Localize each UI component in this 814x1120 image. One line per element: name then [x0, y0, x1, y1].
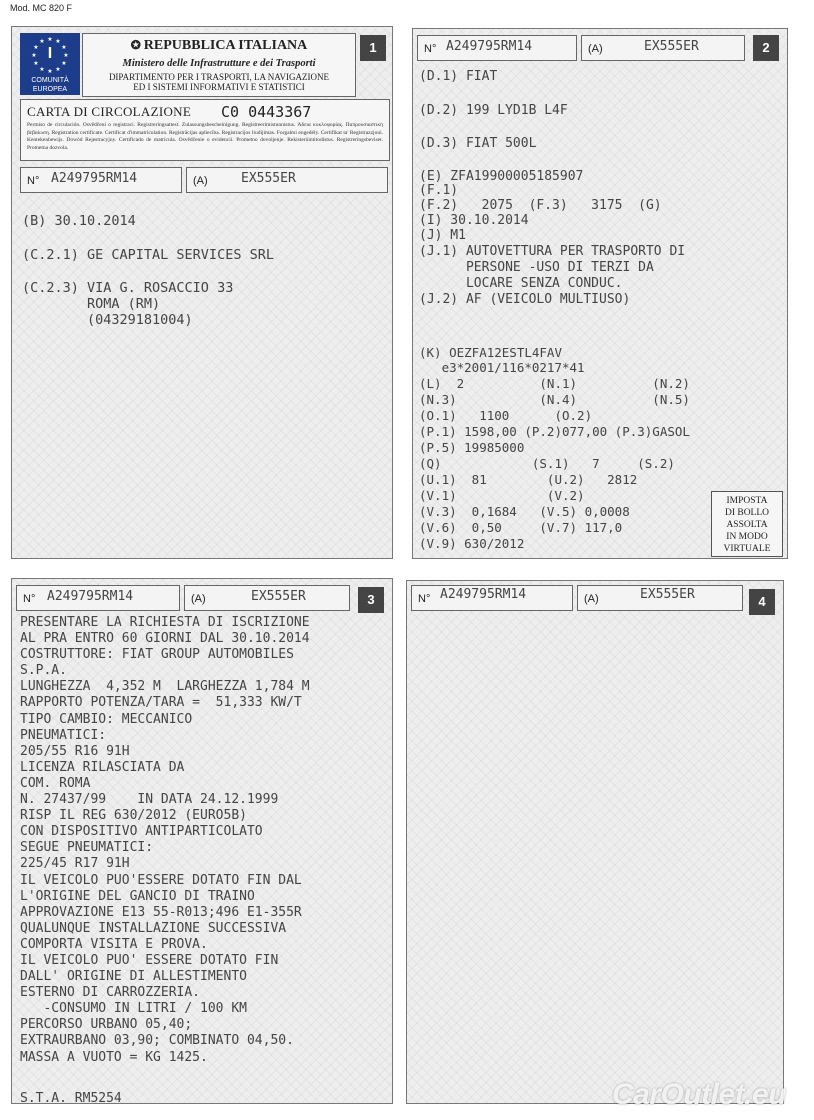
card-title-box — [20, 99, 390, 161]
holder-city: ROMA (RM) — [22, 296, 161, 312]
note-line: ESTERNO DI CARROZZERIA. — [20, 985, 201, 1001]
technical-line: (O.1) 1100 (O.2) — [419, 408, 593, 423]
svg-text:★: ★ — [39, 66, 45, 73]
vehicle-line: PERSONE -USO DI TERZI DA — [419, 260, 654, 275]
stamp-line: IMPOSTA — [726, 496, 768, 506]
note-line: AL PRA ENTRO 60 GIORNI DAL 30.10.2014 — [20, 631, 310, 647]
note-line: PERCORSO URBANO 05,40; — [20, 1017, 193, 1033]
note-line: MASSA A VUOTO = KG 1425. — [20, 1049, 208, 1065]
svg-text:★: ★ — [61, 60, 67, 67]
note-line: SEGUE PNEUMATICI: — [20, 840, 154, 856]
note-line: COM. ROMA — [20, 775, 91, 791]
svg-text:★: ★ — [61, 44, 67, 51]
plate: EX555ER — [251, 589, 306, 604]
technical-line: (K) OEZFA12ESTL4FAV — [419, 345, 562, 360]
vehicle-line: (J.2) AF (VEICOLO MULTIUSO) — [419, 292, 631, 307]
svg-text:★: ★ — [33, 60, 39, 67]
svg-text:★: ★ — [31, 52, 37, 59]
doc-number: A249795RM14 — [51, 171, 138, 186]
republic-title — [83, 38, 355, 54]
technical-line: (V.1) (V.2) — [419, 488, 585, 503]
card-number: C0 0443367 — [221, 103, 312, 121]
note-line: PNEUMATICI: — [20, 727, 107, 743]
technical-line: (P.5) 19985000 — [419, 440, 525, 455]
note-line: 205/55 R16 91H — [20, 743, 130, 759]
technical-line: (L) 2 (N.1) (N.2) — [419, 376, 690, 391]
ministry-title: Ministero delle Infrastrutture e dei Trasporti — [122, 58, 316, 69]
eu-label-2: EUROPEA — [32, 86, 68, 93]
doc-number-box — [417, 35, 577, 61]
note-line: -CONSUMO IN LITRI / 100 KM — [20, 1001, 247, 1017]
vehicle-line: LOCARE SENZA CONDUC. — [419, 276, 623, 291]
republic-text: REPUBBLICA ITALIANA — [143, 38, 308, 53]
note-line: LICENZA RILASCIATA DA — [20, 759, 185, 775]
eu-label-1: COMUNITÀ — [31, 77, 69, 84]
note-line: IL VEICOLO PUO'ESSERE DOTATO FIN DAL — [20, 872, 302, 888]
panel-number-badge: 3 — [358, 587, 384, 613]
note-line: EXTRAURBANO 03,90; COMBINATO 04,50. — [20, 1033, 294, 1049]
svg-text:★: ★ — [55, 66, 61, 73]
dept-line-1: DIPARTIMENTO PER I TRASPORTI, LA NAVIGAZIONE — [108, 72, 330, 82]
doc-number-label: N° — [424, 43, 437, 55]
technical-line: (U.1) 81 (U.2) 2812 — [419, 472, 638, 487]
technical-line: (N.3) (N.4) (N.5) — [419, 392, 690, 407]
eu-letter: I — [47, 45, 53, 62]
vehicle-line: (I) 30.10.2014 — [419, 213, 529, 228]
note-line: COSTRUTTORE: FIAT GROUP AUTOMOBILES — [20, 647, 294, 663]
stamp-box — [711, 491, 783, 557]
panel-4 — [406, 580, 784, 1104]
plate-box — [577, 585, 743, 611]
note-line: DALL' ORIGINE DI ALLESTIMENTO — [20, 969, 247, 985]
stamp-line: IN MODO — [726, 532, 768, 542]
note-line: TIPO CAMBIO: MECCANICO — [20, 711, 193, 727]
note-line: RAPPORTO POTENZA/TARA = 51,333 KW/T — [20, 695, 302, 711]
note-line: PRESENTARE LA RICHIESTA DI ISCRIZIONE — [20, 615, 310, 630]
vehicle-line: (F.2) 2075 (F.3) 3175 (G) — [419, 198, 662, 213]
eu-emblem — [20, 33, 80, 95]
technical-line: (V.6) 0,50 (V.7) 117,0 — [419, 520, 623, 535]
doc-number-box — [411, 585, 573, 611]
svg-text:★: ★ — [33, 44, 39, 51]
technical-line: (P.1) 1598,00 (P.2)077,00 (P.3)GASOL — [419, 424, 690, 439]
technical-line: (V.9) 630/2012 — [419, 536, 525, 551]
svg-text:★: ★ — [63, 52, 69, 59]
plate: EX555ER — [640, 587, 695, 602]
emblem-icon: ✪ — [130, 38, 144, 52]
vehicle-line: (E) ZFA19900005185907 — [419, 169, 584, 184]
panel-1 — [11, 26, 393, 559]
holder-name: (C.2.1) GE CAPITAL SERVICES SRL — [22, 247, 274, 263]
stamp-line: ASSOLTA — [726, 520, 768, 530]
vehicle-line: (J.1) AUTOVETTURA PER TRASPORTO DI — [419, 244, 686, 259]
panel-2 — [412, 28, 788, 559]
registration-date: (B) 30.10.2014 — [22, 213, 136, 229]
plate-label: (A) — [191, 593, 206, 605]
make: (D.1) FIAT — [419, 69, 498, 84]
technical-line: e3*2001/116*0217*41 — [419, 360, 585, 375]
note-line: APPROVAZIONE E13 55-R013;496 E1-355R — [20, 904, 302, 920]
note-line: RISP IL REG 630/2012 (EURO5B) — [20, 808, 247, 824]
doc-number-label: N° — [418, 593, 431, 605]
card-title: CARTA DI CIRCOLAZIONE — [27, 104, 192, 119]
office-code: S.T.A. RM5254 — [20, 1091, 122, 1104]
technical-line: (V.3) 0,1684 (V.5) 0,0008 — [419, 504, 630, 519]
panel-number-badge: 2 — [753, 35, 779, 61]
svg-text:★: ★ — [47, 36, 53, 43]
note-line: N. 27437/99 IN DATA 24.12.1999 — [20, 792, 279, 808]
note-line: CON DISPOSITIVO ANTIPARTICOLATO — [20, 824, 263, 840]
panel-number-badge: 1 — [360, 35, 386, 61]
note-line: S.P.A. — [20, 663, 67, 679]
stamp-line: DI BOLLO — [724, 508, 770, 518]
doc-number-label: N° — [27, 175, 40, 187]
doc-number: A249795RM14 — [47, 589, 134, 604]
vehicle-line: (F.1) — [419, 183, 459, 198]
plate: EX555ER — [241, 171, 296, 186]
plate-box — [581, 35, 745, 61]
note-line: LUNGHEZZA 4,352 M LARGHEZZA 1,784 M — [20, 679, 310, 695]
svg-text:★: ★ — [47, 68, 53, 75]
doc-number-label: N° — [23, 593, 36, 605]
doc-number-box — [20, 167, 182, 193]
svg-text:★: ★ — [55, 38, 61, 45]
plate-label: (A) — [193, 175, 208, 187]
panel-3 — [11, 578, 393, 1104]
doc-number: A249795RM14 — [440, 587, 527, 602]
dept-line-2: ED I SISTEMI INFORMATIVI E STATISTICI — [133, 82, 305, 92]
watermark-logo: CarOutlet.eu — [612, 1078, 787, 1111]
plate-label: (A) — [584, 593, 599, 605]
plate: EX555ER — [644, 39, 699, 54]
panel-number-badge: 4 — [749, 589, 775, 615]
doc-number-box — [16, 585, 180, 611]
technical-line: (Q) (S.1) 7 (S.2) — [419, 456, 675, 471]
form-code: Mod. MC 820 F — [10, 3, 73, 13]
plate-box — [186, 167, 388, 193]
type: (D.2) 199 LYD1B L4F — [419, 103, 568, 118]
note-line: IL VEICOLO PUO' ESSERE DOTATO FIN — [20, 952, 279, 968]
note-line: L'ORIGINE DEL GANCIO DI TRAINO — [20, 888, 255, 904]
holder-address: (C.2.3) VIA G. ROSACCIO 33 — [22, 280, 234, 296]
doc-number: A249795RM14 — [446, 39, 533, 54]
stamp-line: VIRTUALE — [723, 544, 771, 554]
plate-label: (A) — [588, 43, 603, 55]
header-box — [82, 33, 356, 97]
note-line: QUALUNQUE INSTALLAZIONE SUCCESSIVA — [20, 920, 287, 936]
model: (D.3) FIAT 500L — [419, 136, 537, 151]
notes — [20, 615, 310, 1066]
plate-box — [184, 585, 350, 611]
note-line: 225/45 R17 91H — [20, 856, 130, 872]
card-translations: Permiso de circulación. Osvědčení o registraci. Registreringsattest. Zulassungsbescheinigung. Registreerimistunnistus. Άδεια κυκλοφορίας. Παπρουσιαστική βεβαίωση. Registration certificate. Certificat d'immatriculation. Registrācijas apliecība. Registracijos liudijimas. Forgalmi engedély. Certifikat ta' Registrazzjoni. Kentekenbewijs. Dowód Rejestracyjny. Certificado de matrícula. Osvědčenie o evidencii. Prometno dovoljenje. Rekisteröintitodistus. Registreringsbeviset. Prometna dozvola. — [27, 122, 383, 151]
vehicle-line: (J) M1 — [419, 228, 466, 243]
note-line: COMPORTA VISITA E PROVA. — [20, 936, 208, 952]
svg-text:★: ★ — [39, 38, 45, 45]
holder-tax-code: (04329181004) — [22, 312, 193, 328]
